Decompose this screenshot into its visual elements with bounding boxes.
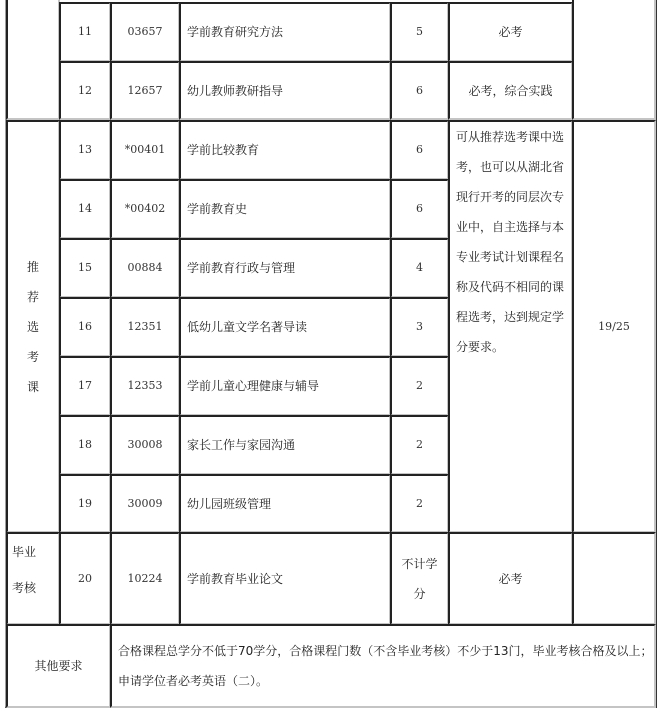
course-code: *00402 — [124, 202, 166, 215]
course-code: 00884 — [127, 261, 163, 274]
row-14-code — [110, 179, 180, 239]
row-19-code — [110, 474, 180, 533]
row-16-name — [179, 297, 391, 357]
requirement-line: 合格课程总学分不低于70学分，合格课程门数（不含毕业考核）不少于13门，毕业考核合格及以上； — [118, 644, 653, 658]
course-name: 低幼儿童文学名著导读 — [187, 320, 308, 334]
course-code: 30009 — [127, 496, 163, 510]
row-14-name — [179, 179, 391, 239]
row-14-no — [59, 179, 111, 239]
category-char: 荐 — [26, 289, 39, 304]
course-name: 学前教育史 — [187, 202, 248, 216]
category-char: 选 — [26, 319, 39, 334]
course-name: 学前儿童心理健康与辅导 — [187, 379, 320, 393]
row-13-credits — [390, 120, 449, 180]
note-line: 业中，自主选择与本 — [456, 220, 565, 234]
note-line: 称及代码不相同的课 — [456, 280, 565, 294]
row-15-credits — [390, 238, 449, 298]
row-11-note — [448, 2, 573, 62]
course-code: 10224 — [127, 571, 163, 585]
course-code: 12657 — [127, 83, 163, 97]
note-line: 可从推荐选考课中选 — [456, 130, 565, 144]
credits: 2 — [416, 438, 423, 451]
other-requirements-label-cell — [6, 624, 111, 708]
course-code: 30008 — [127, 438, 163, 451]
course-name: 学前教育研究方法 — [187, 25, 284, 39]
other-requirements-text-cell — [110, 624, 656, 708]
row-17-code — [110, 356, 180, 416]
other-label: 其他要求 — [34, 659, 83, 673]
row-12-name — [179, 61, 391, 120]
row-17-credits — [390, 356, 449, 416]
note-line: 现行开考的同层次专 — [456, 190, 565, 204]
row-13-name — [179, 120, 391, 180]
row-13-code — [110, 120, 180, 180]
row-20-credits — [390, 532, 449, 625]
row-no: 18 — [78, 438, 92, 451]
row-15-name — [179, 238, 391, 298]
row-no: 14 — [78, 202, 92, 215]
course-code: 03657 — [127, 25, 163, 38]
row-no: 17 — [78, 379, 92, 392]
credits-line: 不计学 — [401, 556, 438, 571]
note-line: 程选考，达到规定学 — [456, 310, 565, 324]
row-11-credits — [390, 2, 449, 62]
credits: 2 — [416, 379, 423, 392]
course-name: 幼儿园班级管理 — [187, 496, 272, 511]
category-char: 课 — [26, 379, 39, 394]
row-20-no — [59, 532, 111, 625]
row-12-code — [110, 61, 180, 120]
row-no: 12 — [78, 83, 92, 97]
credit-total-cell-continued — [572, 0, 656, 120]
note: 必考 — [498, 571, 523, 586]
row-15-no — [59, 238, 111, 298]
row-18-no — [59, 415, 111, 475]
category-char: 考 — [26, 349, 39, 364]
requirement-line: 申请学位者必考英语（二）。 — [118, 674, 269, 688]
row-18-name — [179, 415, 391, 475]
credits: 2 — [416, 496, 423, 510]
elective-category-cell — [6, 120, 60, 533]
elective-note-cell — [448, 120, 573, 533]
note-line: 专业考试计划课程名 — [456, 250, 565, 264]
row-18-credits — [390, 415, 449, 475]
credits: 5 — [416, 25, 423, 38]
row-no: 15 — [78, 261, 92, 274]
row-17-name — [179, 356, 391, 416]
note: 必考，综合实践 — [468, 83, 553, 98]
row-16-credits — [390, 297, 449, 357]
row-11-code — [110, 2, 180, 62]
course-code: 12351 — [127, 320, 163, 333]
row-20-note — [448, 532, 573, 625]
course-name: 学前比较教育 — [187, 143, 260, 157]
row-20-code — [110, 532, 180, 625]
course-code: *00401 — [124, 143, 166, 156]
category-cell-continued — [6, 0, 60, 120]
row-11-name — [179, 2, 391, 62]
row-11-no — [59, 2, 111, 62]
row-13-no — [59, 120, 111, 180]
category-line: 毕业 — [12, 545, 37, 559]
row-no: 19 — [78, 496, 92, 510]
row-12-no — [59, 61, 111, 120]
credits: 6 — [416, 202, 423, 215]
row-15-code — [110, 238, 180, 298]
row-no: 16 — [78, 320, 92, 333]
row-no: 11 — [78, 25, 92, 38]
row-19-name — [179, 474, 391, 533]
credits: 6 — [416, 143, 423, 156]
course-code: 12353 — [127, 379, 163, 392]
elective-credit-total-cell — [572, 120, 656, 533]
course-name: 幼儿教师教研指导 — [187, 83, 284, 98]
row-12-credits — [390, 61, 449, 120]
note: 必考 — [498, 25, 523, 39]
category-char: 推 — [26, 259, 39, 274]
note-line: 考，也可以从湖北省 — [456, 160, 565, 174]
row-no: 13 — [78, 143, 92, 156]
category-line: 考核 — [12, 581, 37, 595]
row-16-no — [59, 297, 111, 357]
course-name: 家长工作与家园沟通 — [187, 438, 296, 452]
row-19-no — [59, 474, 111, 533]
row-20-name — [179, 532, 391, 625]
graduation-category-cell — [6, 532, 60, 625]
credits-line: 分 — [413, 586, 426, 601]
row-no: 20 — [78, 571, 92, 585]
row-19-credits — [390, 474, 449, 533]
note-line: 分要求。 — [456, 340, 505, 354]
course-name: 学前教育毕业论文 — [187, 571, 284, 586]
row-18-code — [110, 415, 180, 475]
course-name: 学前教育行政与管理 — [187, 261, 296, 275]
credits: 4 — [416, 261, 423, 274]
row-14-credits — [390, 179, 449, 239]
credit-total: 19/25 — [598, 319, 630, 333]
row-16-code — [110, 297, 180, 357]
row-20-credit-total — [572, 532, 656, 625]
row-12-note — [448, 61, 573, 120]
credits: 3 — [416, 320, 423, 333]
credits: 6 — [416, 83, 423, 97]
row-17-no — [59, 356, 111, 416]
